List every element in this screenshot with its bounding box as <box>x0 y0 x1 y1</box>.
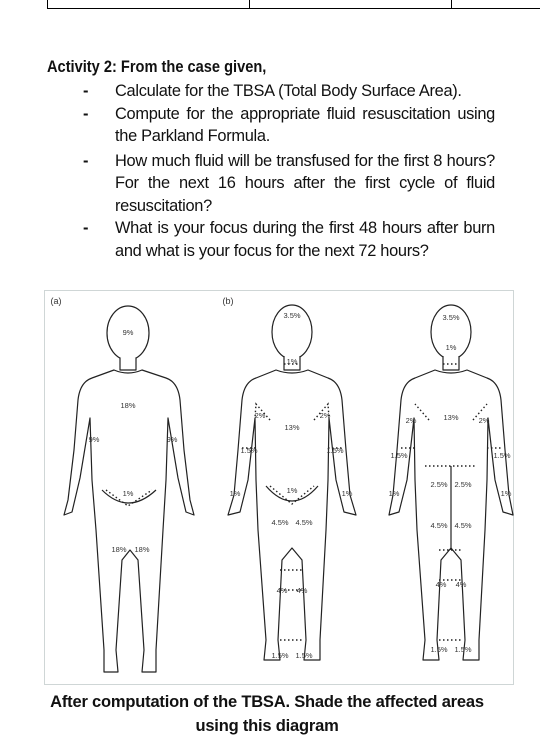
caption-line: using this diagram <box>195 717 339 735</box>
label-buttock-right-back: 2.5% <box>454 480 472 489</box>
label-foot-left-front: 1.5% <box>271 651 289 660</box>
list-item-text: Calculate for the TBSA (Total Body Surface Area). <box>115 82 462 100</box>
label-thigh-left-back: 4.5% <box>430 521 448 530</box>
label-forearm-left-front: 1.5% <box>240 446 258 455</box>
list-item-text: What is your focus during the first 48 hours after burn and what is your focus for the next 72 hours? <box>115 219 495 260</box>
label-forearm-left-back: 1.5% <box>390 451 408 460</box>
panel-b-label: (b) <box>222 296 234 306</box>
label-leg-right-a: 18% <box>134 545 150 554</box>
list-item <box>75 80 495 103</box>
table-remnant <box>47 0 540 9</box>
label-trunk-front: 13% <box>284 423 300 432</box>
list-item-text: Compute for the appropriate fluid resuscitation using the Parkland Formula. <box>115 104 495 145</box>
table-divider <box>451 0 452 8</box>
label-leg-right-back: 4% <box>455 580 467 589</box>
bullet-dash: - <box>83 104 89 123</box>
list-item <box>75 103 495 148</box>
label-leg-left-back: 4% <box>435 580 447 589</box>
bullet-dash: - <box>83 82 89 100</box>
list-item-text: How much fluid will be transfused for the first 8 hours? For the next 16 hours after the first cycle of fluid resuscitation? <box>115 151 495 215</box>
label-upper-arm-right-back: 2% <box>478 416 490 425</box>
rule-of-nines-diagram <box>44 290 514 685</box>
label-forearm-right-back: 1.5% <box>493 451 511 460</box>
label-hand-left-back: 1% <box>388 489 400 498</box>
label-head-front: 3.5% <box>283 311 301 320</box>
label-upper-arm-left-back: 2% <box>405 416 417 425</box>
label-forearm-right-front: 1.5% <box>326 446 344 455</box>
label-perineum-a: 1% <box>122 489 134 498</box>
activity-heading: Activity 2: From the case given, <box>47 57 267 76</box>
label-thigh-left-front: 4.5% <box>271 518 289 527</box>
burn-chart-figure <box>44 290 514 685</box>
figure-caption <box>47 690 487 738</box>
label-head-a: 9% <box>122 328 134 337</box>
label-groin-front: 1% <box>286 486 298 495</box>
activity-list <box>75 80 495 262</box>
label-hand-right-front: 1% <box>341 489 353 498</box>
label-leg-right-front: 4% <box>296 586 308 595</box>
label-head-back: 3.5% <box>442 313 460 322</box>
label-foot-right-front: 1.5% <box>295 651 313 660</box>
bullet-dash: - <box>83 151 89 170</box>
label-arm-right-a: 9% <box>166 435 178 444</box>
label-thigh-right-back: 4.5% <box>454 521 472 530</box>
label-hand-right-back: 1% <box>500 489 512 498</box>
list-item <box>75 217 495 262</box>
label-leg-left-front: 4% <box>276 586 288 595</box>
label-buttock-left-back: 2.5% <box>430 480 448 489</box>
label-arm-left-a: 9% <box>88 435 100 444</box>
label-hand-left-front: 1% <box>229 489 241 498</box>
table-divider <box>249 0 250 8</box>
label-thigh-right-front: 4.5% <box>295 518 313 527</box>
caption-line: After computation of the TBSA. Shade the affected areas <box>50 693 484 711</box>
list-item <box>75 150 495 218</box>
label-shoulder-right-front: 2% <box>319 411 331 420</box>
label-trunk-a: 18% <box>120 401 136 410</box>
label-shoulder-left-front: 2% <box>254 411 266 420</box>
label-foot-left-back: 1.5% <box>430 645 448 654</box>
label-neck-back: 1% <box>445 343 457 352</box>
label-foot-right-back: 1.5% <box>454 645 472 654</box>
panel-a-label: (a) <box>50 296 62 306</box>
label-leg-left-a: 18% <box>111 545 127 554</box>
label-neck-front: 1% <box>286 357 298 366</box>
label-trunk-back: 13% <box>443 413 459 422</box>
bullet-dash: - <box>83 219 89 237</box>
